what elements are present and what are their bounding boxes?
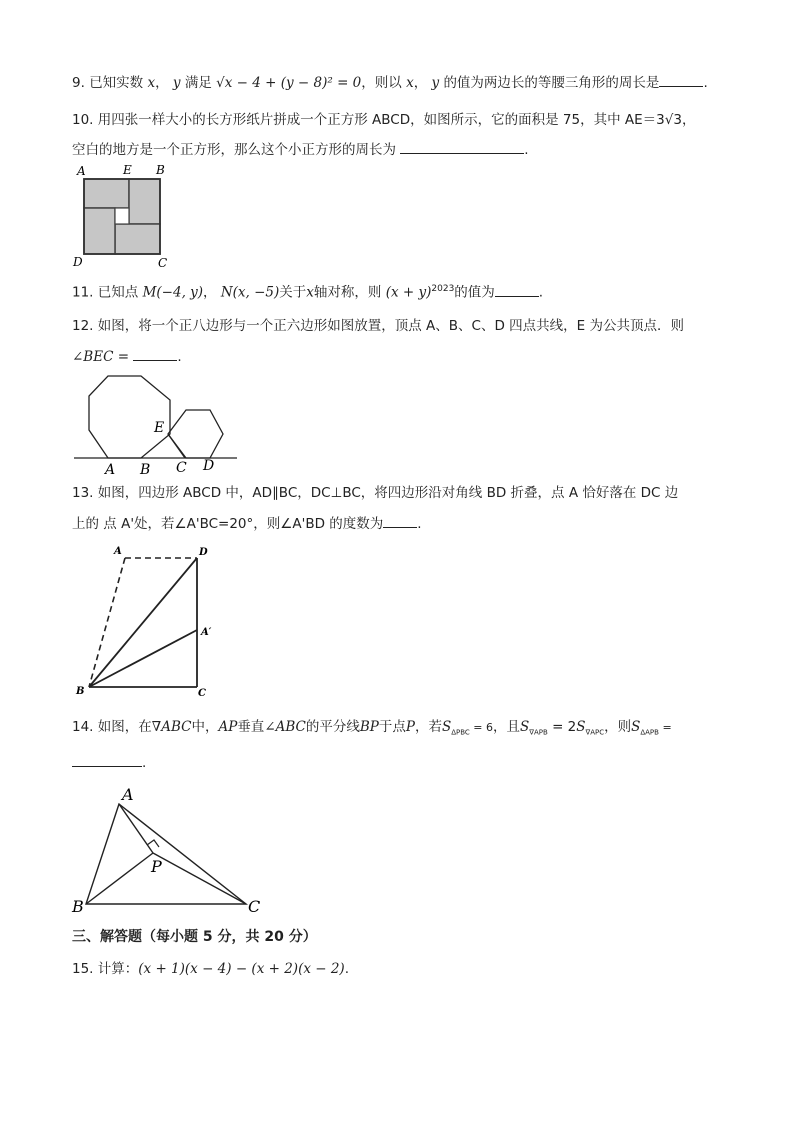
- q14-label-C: C: [248, 897, 261, 916]
- q10-rect-bottom: [115, 224, 160, 254]
- question-10-line-1: 10. 用四张一样大小的长方形纸片拼成一个正方形 ABCD，如图所示，它的面积是 75，其中 AE＝3√3，: [72, 112, 696, 128]
- q11-number: 11.: [72, 284, 94, 301]
- q12-octagon: [89, 376, 170, 458]
- q9-var-x: x: [147, 75, 156, 91]
- q15-end: .: [344, 961, 349, 977]
- q13-text: 上的 点 A'处，若∠A'BC=20°，则∠A'BD 的度数为: [72, 516, 384, 532]
- q9-text-2: 满足: [184, 75, 212, 91]
- q12-hexagon: [168, 410, 223, 458]
- question-11: [72, 278, 543, 304]
- q14-text-1: 如图，在: [97, 719, 152, 735]
- q12-polygon-figure: [72, 372, 242, 480]
- q14-text-7: ，且: [493, 719, 521, 735]
- q11-axis: x: [306, 284, 314, 301]
- q13-quadrilateral-figure: [72, 542, 222, 702]
- q10-end: .: [524, 142, 529, 158]
- q14-answer-blank[interactable]: [72, 752, 142, 767]
- q13-end: .: [417, 516, 422, 532]
- q13-fold-edge-ab: [89, 558, 125, 687]
- q14-triangle: ∇ABC: [151, 719, 192, 735]
- q13-label-B: B: [76, 686, 85, 697]
- q14-label-P: P: [151, 857, 162, 876]
- q12-segment-ec: [168, 434, 185, 458]
- q14-area-3: S: [576, 719, 586, 735]
- q14-area-1-sub: ΔPBC: [451, 728, 470, 737]
- q9-answer-blank[interactable]: [659, 72, 703, 87]
- q12-label-B: B: [140, 462, 151, 478]
- q13-answer-blank[interactable]: [383, 513, 417, 528]
- question-15: [72, 958, 349, 980]
- q13-label-A: A: [114, 546, 122, 557]
- question-12-line-1: 12. 如图，将一个正八边形与一个正六边形如图放置，顶点 A、B、C、D 四点共线，E 为公共顶点．则: [72, 318, 684, 334]
- section-heading: 三、解答题（每小题 5 分，共 20 分）: [72, 929, 317, 945]
- q14-label-A: A: [122, 785, 134, 804]
- q11-text-2: 关于: [279, 284, 307, 301]
- q14-area-1-value: = 6: [469, 721, 494, 734]
- q13-segment-ba1: [89, 630, 197, 687]
- q9-text-4: 的值为两边长的等腰三角形的周长是: [443, 75, 660, 91]
- q14-number: 14.: [72, 719, 94, 735]
- q14-angle: ∠ABC: [264, 719, 306, 735]
- q10-label-E: E: [123, 163, 132, 177]
- q12-label-C: C: [176, 460, 187, 476]
- q14-text-3: 垂直: [237, 719, 265, 735]
- q11-exponent: 2023: [431, 284, 455, 294]
- q14-end: .: [142, 755, 147, 771]
- question-14: [72, 716, 672, 744]
- q14-point-p: P: [405, 719, 415, 735]
- q9-sep: ，: [155, 75, 169, 91]
- q11-text-3: 轴对称，则: [313, 284, 382, 301]
- q10-label-D: D: [73, 255, 83, 269]
- q11-expression: (x + y): [385, 284, 432, 301]
- q15-text: 计算：: [97, 961, 139, 977]
- q14-label-B: B: [72, 897, 84, 916]
- q14-segment-bp: [86, 853, 153, 904]
- q14-area-2: S: [520, 719, 530, 735]
- q10-label-B: B: [156, 163, 165, 177]
- q14-bp: BP: [359, 719, 379, 735]
- question-9: [72, 72, 708, 94]
- q15-number: 15.: [72, 961, 94, 977]
- q14-area-4-sub: ΔAPB: [640, 728, 659, 737]
- q14-area-3-sub: ∇APC: [585, 728, 605, 737]
- q14-equals: = 2: [547, 719, 577, 735]
- q14-ap: AP: [218, 719, 238, 735]
- q10-text: 空白的地方是一个正方形，那么这个小正方形的周长为: [72, 142, 396, 158]
- q12-angle: ∠BEC =: [72, 349, 130, 365]
- q14-text-5: 于点: [378, 719, 406, 735]
- q10-square-figure: [70, 160, 170, 270]
- q14-text-8: ，则: [604, 719, 632, 735]
- q12-label-A: A: [105, 462, 116, 478]
- q10-label-A: A: [77, 164, 86, 178]
- q11-end: .: [538, 284, 544, 301]
- q9-var-y: y: [172, 75, 181, 91]
- q10-inner-square: [115, 208, 129, 224]
- q9-sep-2: ，: [413, 75, 428, 91]
- question-14-answer-line: [72, 752, 146, 774]
- q10-rect-right: [129, 179, 160, 224]
- q12-label-E: E: [154, 420, 165, 436]
- q14-text-4: 的平分线: [305, 719, 360, 735]
- q12-label-D: D: [203, 458, 215, 474]
- question-10-line-2: [72, 139, 529, 161]
- q9-var-x-2: x: [406, 75, 414, 91]
- q11-point-n: N(x, −5): [220, 284, 280, 301]
- q14-area-1: S: [441, 719, 452, 735]
- q11-sep: ，: [203, 284, 217, 301]
- q12-answer-blank[interactable]: [133, 346, 177, 361]
- q9-text-3: ，则以: [361, 75, 402, 91]
- q14-triangle-abc: [86, 804, 246, 904]
- q14-text-6: ，若: [414, 719, 442, 735]
- q13-label-D: D: [199, 547, 208, 558]
- q9-equation: √x − 4 + (y − 8)² = 0: [216, 75, 362, 91]
- q11-text-1: 已知点: [97, 284, 139, 301]
- q9-text-1: 已知实数: [89, 75, 144, 91]
- q9-number: 9.: [72, 75, 85, 91]
- q14-area-2-sub: ∇APB: [529, 728, 548, 737]
- q10-label-C: C: [158, 256, 168, 270]
- question-12-line-2: [72, 346, 182, 368]
- q10-rect-top: [84, 179, 129, 208]
- q13-diagonal-bd: [89, 558, 197, 687]
- q9-end: .: [703, 75, 708, 91]
- q14-segment-pc: [153, 853, 246, 904]
- q10-rect-left: [84, 208, 115, 254]
- q12-end: .: [177, 349, 182, 365]
- q14-segment-ap: [119, 804, 153, 853]
- question-13-line-2: [72, 513, 422, 535]
- q13-label-A-prime: A′: [201, 627, 212, 638]
- q11-text-4: 的值为: [454, 284, 495, 301]
- q11-answer-blank[interactable]: [495, 282, 539, 297]
- q9-var-y-2: y: [431, 75, 440, 91]
- q14-triangle-figure: [70, 784, 280, 919]
- q11-point-m: M(−4, y): [142, 284, 204, 301]
- q13-label-C: C: [198, 688, 206, 699]
- q14-text-9: =: [658, 721, 672, 734]
- q14-text-2: 中，: [191, 719, 219, 735]
- q14-area-4: S: [631, 719, 641, 735]
- question-13-line-1: 13. 如图，四边形 ABCD 中，AD∥BC，DC⊥BC，将四边形沿对角线 BD 折叠，点 A 恰好落在 DC 边: [72, 485, 679, 501]
- q15-expression: (x + 1)(x − 4) − (x + 2)(x − 2): [138, 961, 345, 977]
- q10-answer-blank[interactable]: [400, 139, 524, 154]
